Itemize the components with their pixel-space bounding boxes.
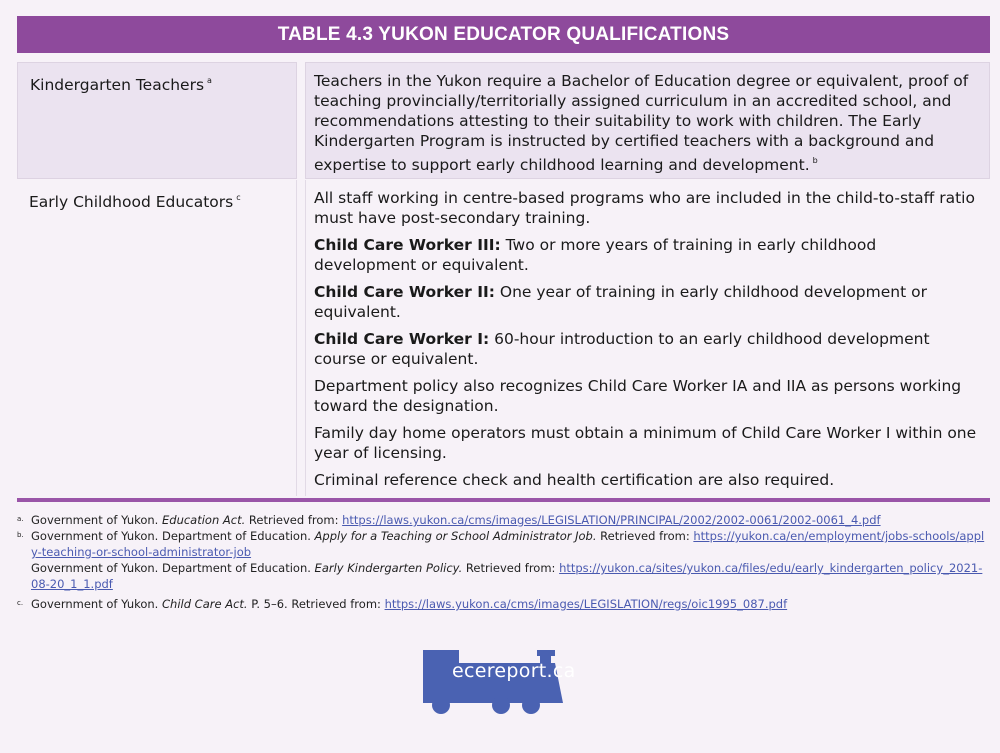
footnote-title: Education Act. <box>162 513 246 527</box>
description-paragraph <box>314 71 981 175</box>
footnote-link[interactable]: https://laws.yukon.ca/cms/images/LEGISLATION/regs/oic1995_087.pdf <box>384 597 788 611</box>
paragraph-term: Child Care Worker II: <box>314 283 495 301</box>
train-icon <box>420 648 565 718</box>
footnote-mark: b. <box>17 531 24 539</box>
footnote-text: Government of Yukon. <box>31 513 162 527</box>
row-label <box>17 180 297 496</box>
paragraph-text: Criminal reference check and health certification are also required. <box>314 471 835 489</box>
row-label-text: Early Childhood Educators <box>29 193 234 211</box>
paragraph-text: Two or more years of training in early childhood development or equivalent. <box>314 236 877 274</box>
description-paragraph <box>314 235 982 275</box>
footnotes <box>17 512 987 612</box>
footnote-text: Retrieved from: <box>245 513 343 527</box>
footnote-title: Early Kindergarten Policy. <box>314 561 463 575</box>
description-paragraph <box>314 376 982 416</box>
footnote-text: Retrieved from: <box>462 561 560 575</box>
paragraph-text: All staff working in centre-based programs who are included in the child-to-staff ratio must have post-secondary training. <box>314 189 975 227</box>
footnote-title: Child Care Act. <box>162 597 248 611</box>
footnote-link[interactable]: https://yukon.ca/en/employment/jobs-schools/apply-teaching-or-school-administrator-job <box>31 529 985 559</box>
description-paragraph <box>314 329 982 369</box>
description-paragraph <box>314 423 982 463</box>
footnote-b <box>17 528 987 560</box>
footnote-ref: b <box>812 156 818 165</box>
description-paragraph <box>314 282 982 322</box>
row-description <box>305 62 990 179</box>
paragraph-term: Child Care Worker III: <box>314 236 501 254</box>
footnote-mark: a. <box>17 515 24 523</box>
footnote-mark: c. <box>17 599 24 607</box>
footnote-ref: c <box>236 193 241 202</box>
row-label-text: Kindergarten Teachers <box>30 76 205 94</box>
footnote-b-2 <box>17 560 987 592</box>
footnote-text: Government of Yukon. Department of Education. <box>31 529 315 543</box>
footnote-ref: a <box>207 76 212 85</box>
ecereport-logo[interactable] <box>420 648 576 718</box>
footnote-a <box>17 512 987 528</box>
footnote-c <box>17 596 987 612</box>
footnote-text: Government of Yukon. <box>31 597 162 611</box>
description-paragraph <box>314 188 982 228</box>
footnote-text: Retrieved from: <box>596 529 694 543</box>
description-paragraph <box>314 470 982 490</box>
paragraph-term: Child Care Worker I: <box>314 330 490 348</box>
row-description <box>305 180 990 496</box>
table-bottom-rule <box>17 498 990 502</box>
footnote-link[interactable]: https://yukon.ca/sites/yukon.ca/files/edu/early_kindergarten_policy_2021-08-20_1_1.pdf <box>31 561 983 591</box>
logo-text: ecereport.ca <box>452 660 576 682</box>
paragraph-text: 60-hour introduction to an early childhood development course or equivalent. <box>314 330 930 368</box>
paragraph-text: Family day home operators must obtain a minimum of Child Care Worker I within one year of licensing. <box>314 424 977 462</box>
table-row-kindergarten-teachers <box>17 62 990 179</box>
footnote-link[interactable]: https://laws.yukon.ca/cms/images/LEGISLATION/PRINCIPAL/2002/2002-0061/2002-0061_4.pdf <box>342 513 881 527</box>
paragraph-text: Teachers in the Yukon require a Bachelor of Education degree or equivalent, proof of teaching provincially/territorially assigned curriculum in an accredited school, and recommendations attesting to their suitability to work with children. The Early Kindergarten Program is instructed by certified teachers with a background and expertise to support early childhood learning and development. <box>314 72 969 174</box>
table-row-early-childhood-educators <box>17 180 990 496</box>
footnote-text: P. 5–6. Retrieved from: <box>247 597 385 611</box>
paragraph-text: Department policy also recognizes Child Care Worker IA and IIA as persons working toward the designation. <box>314 377 962 415</box>
footnote-title: Apply for a Teaching or School Administrator Job. <box>314 529 597 543</box>
table-title: TABLE 4.3 YUKON EDUCATOR QUALIFICATIONS <box>17 16 990 53</box>
paragraph-text: One year of training in early childhood development or equivalent. <box>314 283 927 321</box>
footnote-text: Government of Yukon. Department of Education. <box>31 561 315 575</box>
row-label <box>17 62 297 179</box>
